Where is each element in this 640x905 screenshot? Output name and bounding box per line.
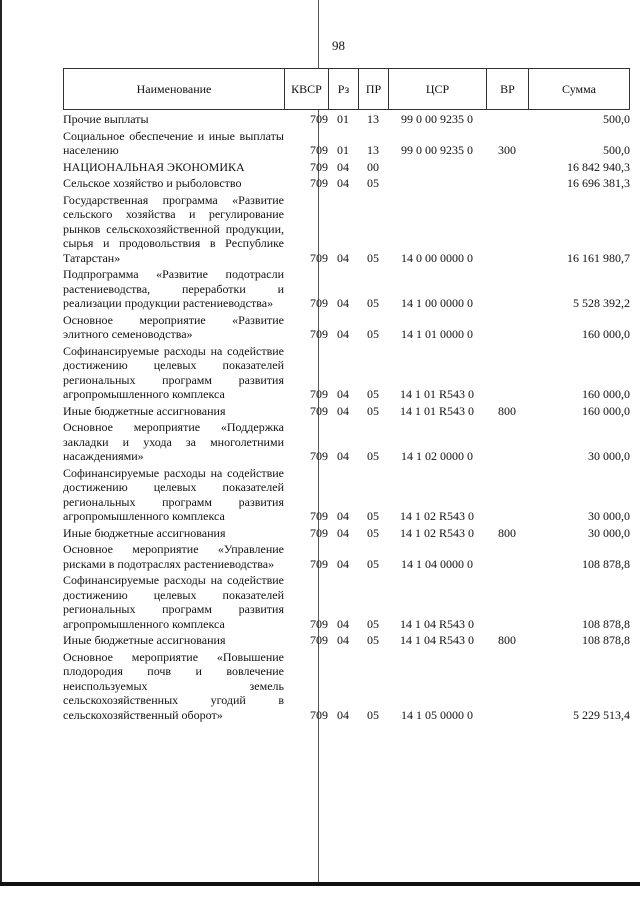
row-csr [388, 174, 486, 191]
row-rz: 04 [337, 403, 349, 418]
row-kvsr: 709 [310, 387, 328, 401]
row-rz: 01 [337, 143, 349, 157]
row-sum: 30 000,0 [588, 509, 630, 523]
row-csr: 14 0 00 0000 0 [401, 250, 473, 265]
row-name: Прочие выплаты [63, 112, 149, 126]
row-rz: 04 [337, 509, 349, 523]
table-row [63, 158, 630, 175]
table-row [63, 464, 630, 524]
row-sum: 160 000,0 [582, 403, 630, 418]
header-name: Наименование [64, 69, 285, 109]
row-vr [486, 418, 528, 464]
row-csr: 14 1 02 R543 0 [399, 525, 474, 540]
row-rz: 04 [337, 387, 349, 401]
row-rz: 04 [337, 159, 349, 174]
header-kvsr: КВСР [285, 69, 329, 109]
row-vr [486, 540, 528, 571]
row-pr: 05 [367, 556, 379, 571]
table-row [63, 127, 630, 158]
row-vr [486, 191, 528, 266]
row-name: Софинансируемые расходы на содействие достижению целевых показателей региональных программ развития агропромышленного комплекса [63, 573, 284, 631]
table-row [63, 191, 630, 266]
scan-bottom-edge [0, 882, 640, 886]
row-name: Социальное обеспечение и иные выплаты населению [63, 128, 284, 157]
row-name: Софинансируемые расходы на содействие достижению целевых показателей региональных программ развития агропромышленного комплекса [63, 465, 284, 523]
row-kvsr: 709 [310, 556, 328, 571]
row-sum: 108 878,8 [582, 633, 630, 647]
row-name: Основное мероприятие «Поддержка закладки и ухода за многолетними насаждениями» [63, 420, 284, 463]
row-rz: 04 [337, 616, 349, 631]
row-vr [486, 342, 528, 402]
row-name: Основное мероприятие «Повышение плодородия почв и вовлечение неиспользуемых земель сельскохозяйственных угодий в сельскохозяйственный оборот» [63, 649, 284, 722]
row-name: Софинансируемые расходы на содействие достижению целевых показателей региональных программ развития агропромышленного комплекса [63, 343, 284, 401]
row-pr: 13 [367, 143, 379, 157]
row-sum: 16 696 381,3 [567, 176, 630, 190]
row-pr: 05 [367, 525, 379, 540]
row-name: Иные бюджетные ассигнования [63, 525, 226, 540]
row-rz: 04 [337, 707, 349, 722]
row-vr: 800 [498, 525, 516, 540]
row-sum: 108 878,8 [582, 616, 630, 631]
row-rz: 04 [337, 525, 349, 540]
row-name: Подпрограмма «Развитие подотрасли растениеводства, переработки и реализации продукции растениеводства» [63, 267, 284, 310]
row-csr: 99 0 00 9235 0 [401, 112, 473, 126]
table-row [63, 311, 630, 342]
row-csr: 14 1 02 R543 0 [399, 509, 474, 523]
row-kvsr: 709 [310, 296, 328, 310]
row-pr: 13 [367, 112, 379, 126]
table-row [63, 631, 630, 648]
table-row [63, 571, 630, 631]
row-sum: 160 000,0 [582, 327, 630, 341]
table-row [63, 648, 630, 723]
row-vr [486, 571, 528, 631]
row-rz: 04 [337, 176, 349, 190]
row-sum: 16 842 940,3 [567, 159, 630, 174]
row-kvsr: 709 [310, 449, 328, 463]
row-vr [486, 174, 528, 191]
row-kvsr: 709 [310, 616, 328, 631]
row-kvsr: 709 [310, 403, 328, 418]
table-row [63, 540, 630, 571]
table-row [63, 402, 630, 419]
row-pr: 05 [367, 176, 379, 190]
row-pr: 05 [367, 296, 379, 310]
row-kvsr: 709 [310, 327, 328, 341]
row-sum: 5 528 392,2 [573, 296, 630, 310]
row-name: Основное мероприятие «Развитие элитного семеноводства» [63, 312, 284, 341]
row-vr [486, 648, 528, 723]
budget-table [63, 112, 630, 722]
row-rz: 04 [337, 296, 349, 310]
row-name: Иные бюджетные ассигнования [63, 633, 226, 647]
row-pr: 05 [367, 633, 379, 647]
row-kvsr: 709 [310, 509, 328, 523]
header-vr: ВР [487, 69, 529, 109]
row-csr: 99 0 00 9235 0 [401, 143, 473, 157]
table-row [63, 174, 630, 191]
row-name: Сельское хозяйство и рыболовство [63, 176, 242, 190]
row-name: НАЦИОНАЛЬНАЯ ЭКОНОМИКА [63, 159, 245, 174]
row-vr [486, 265, 528, 311]
row-rz: 04 [337, 250, 349, 265]
header-sum: Сумма [562, 81, 596, 96]
row-vr: 800 [498, 633, 516, 647]
row-pr: 05 [367, 250, 379, 265]
row-kvsr: 709 [310, 525, 328, 540]
row-kvsr: 709 [310, 159, 328, 174]
header-pr: ПР [359, 69, 389, 109]
row-pr: 05 [367, 707, 379, 722]
row-rz: 04 [337, 449, 349, 463]
row-sum: 160 000,0 [582, 387, 630, 401]
table-row [63, 265, 630, 311]
row-sum: 16 161 980,7 [567, 250, 630, 265]
row-name: Государственная программа «Развитие сельского хозяйства и регулирование рынков сельскохозяйственной продукции, сырья и продовольствия в Республике Татарстан» [63, 192, 284, 265]
table-row [63, 524, 630, 541]
scan-left-edge [0, 0, 2, 886]
row-csr: 14 1 01 R543 0 [399, 387, 474, 401]
row-csr: 14 1 01 R543 0 [399, 403, 474, 418]
row-pr: 00 [367, 159, 379, 174]
row-sum: 108 878,8 [582, 556, 630, 571]
row-csr: 14 1 04 R543 0 [399, 616, 474, 631]
scan-line [318, 0, 319, 68]
row-kvsr: 709 [310, 633, 328, 647]
table-row [63, 418, 630, 464]
table-row [63, 342, 630, 402]
row-rz: 04 [337, 327, 349, 341]
row-pr: 05 [367, 387, 379, 401]
row-csr: 14 1 00 0000 0 [401, 296, 473, 310]
row-rz: 04 [337, 633, 349, 647]
row-kvsr: 709 [310, 707, 328, 722]
row-csr: 14 1 04 R543 0 [399, 633, 474, 647]
row-kvsr: 709 [310, 250, 328, 265]
header-rz: Рз [329, 69, 359, 109]
row-name: Иные бюджетные ассигнования [63, 403, 226, 418]
row-rz: 04 [337, 556, 349, 571]
row-kvsr: 709 [310, 112, 328, 126]
header-csr: ЦСР [389, 69, 487, 109]
table-header [63, 68, 630, 110]
row-pr: 05 [367, 403, 379, 418]
row-vr [486, 464, 528, 524]
row-kvsr: 709 [310, 143, 328, 157]
row-vr: 800 [498, 403, 516, 418]
row-sum: 500,0 [603, 112, 630, 126]
row-sum: 500,0 [603, 143, 630, 157]
row-pr: 05 [367, 449, 379, 463]
row-sum: 30 000,0 [588, 525, 630, 540]
row-pr: 05 [367, 327, 379, 341]
row-csr: 14 1 04 0000 0 [401, 556, 473, 571]
row-vr [486, 112, 528, 127]
row-sum: 30 000,0 [588, 449, 630, 463]
row-name: Основное мероприятие «Управление рисками в подотраслях растениеводства» [63, 542, 284, 571]
row-vr [486, 158, 528, 175]
row-vr [486, 311, 528, 342]
row-vr: 300 [498, 143, 516, 157]
row-sum: 5 229 513,4 [573, 707, 630, 722]
row-csr [388, 158, 486, 175]
row-pr: 05 [367, 509, 379, 523]
row-csr: 14 1 01 0000 0 [401, 327, 473, 341]
page-number: 98 [332, 38, 345, 53]
row-csr: 14 1 02 0000 0 [401, 449, 473, 463]
row-kvsr: 709 [310, 176, 328, 190]
row-pr: 05 [367, 616, 379, 631]
row-rz: 01 [337, 112, 349, 126]
row-csr: 14 1 05 0000 0 [401, 707, 473, 722]
table-row [63, 112, 630, 127]
